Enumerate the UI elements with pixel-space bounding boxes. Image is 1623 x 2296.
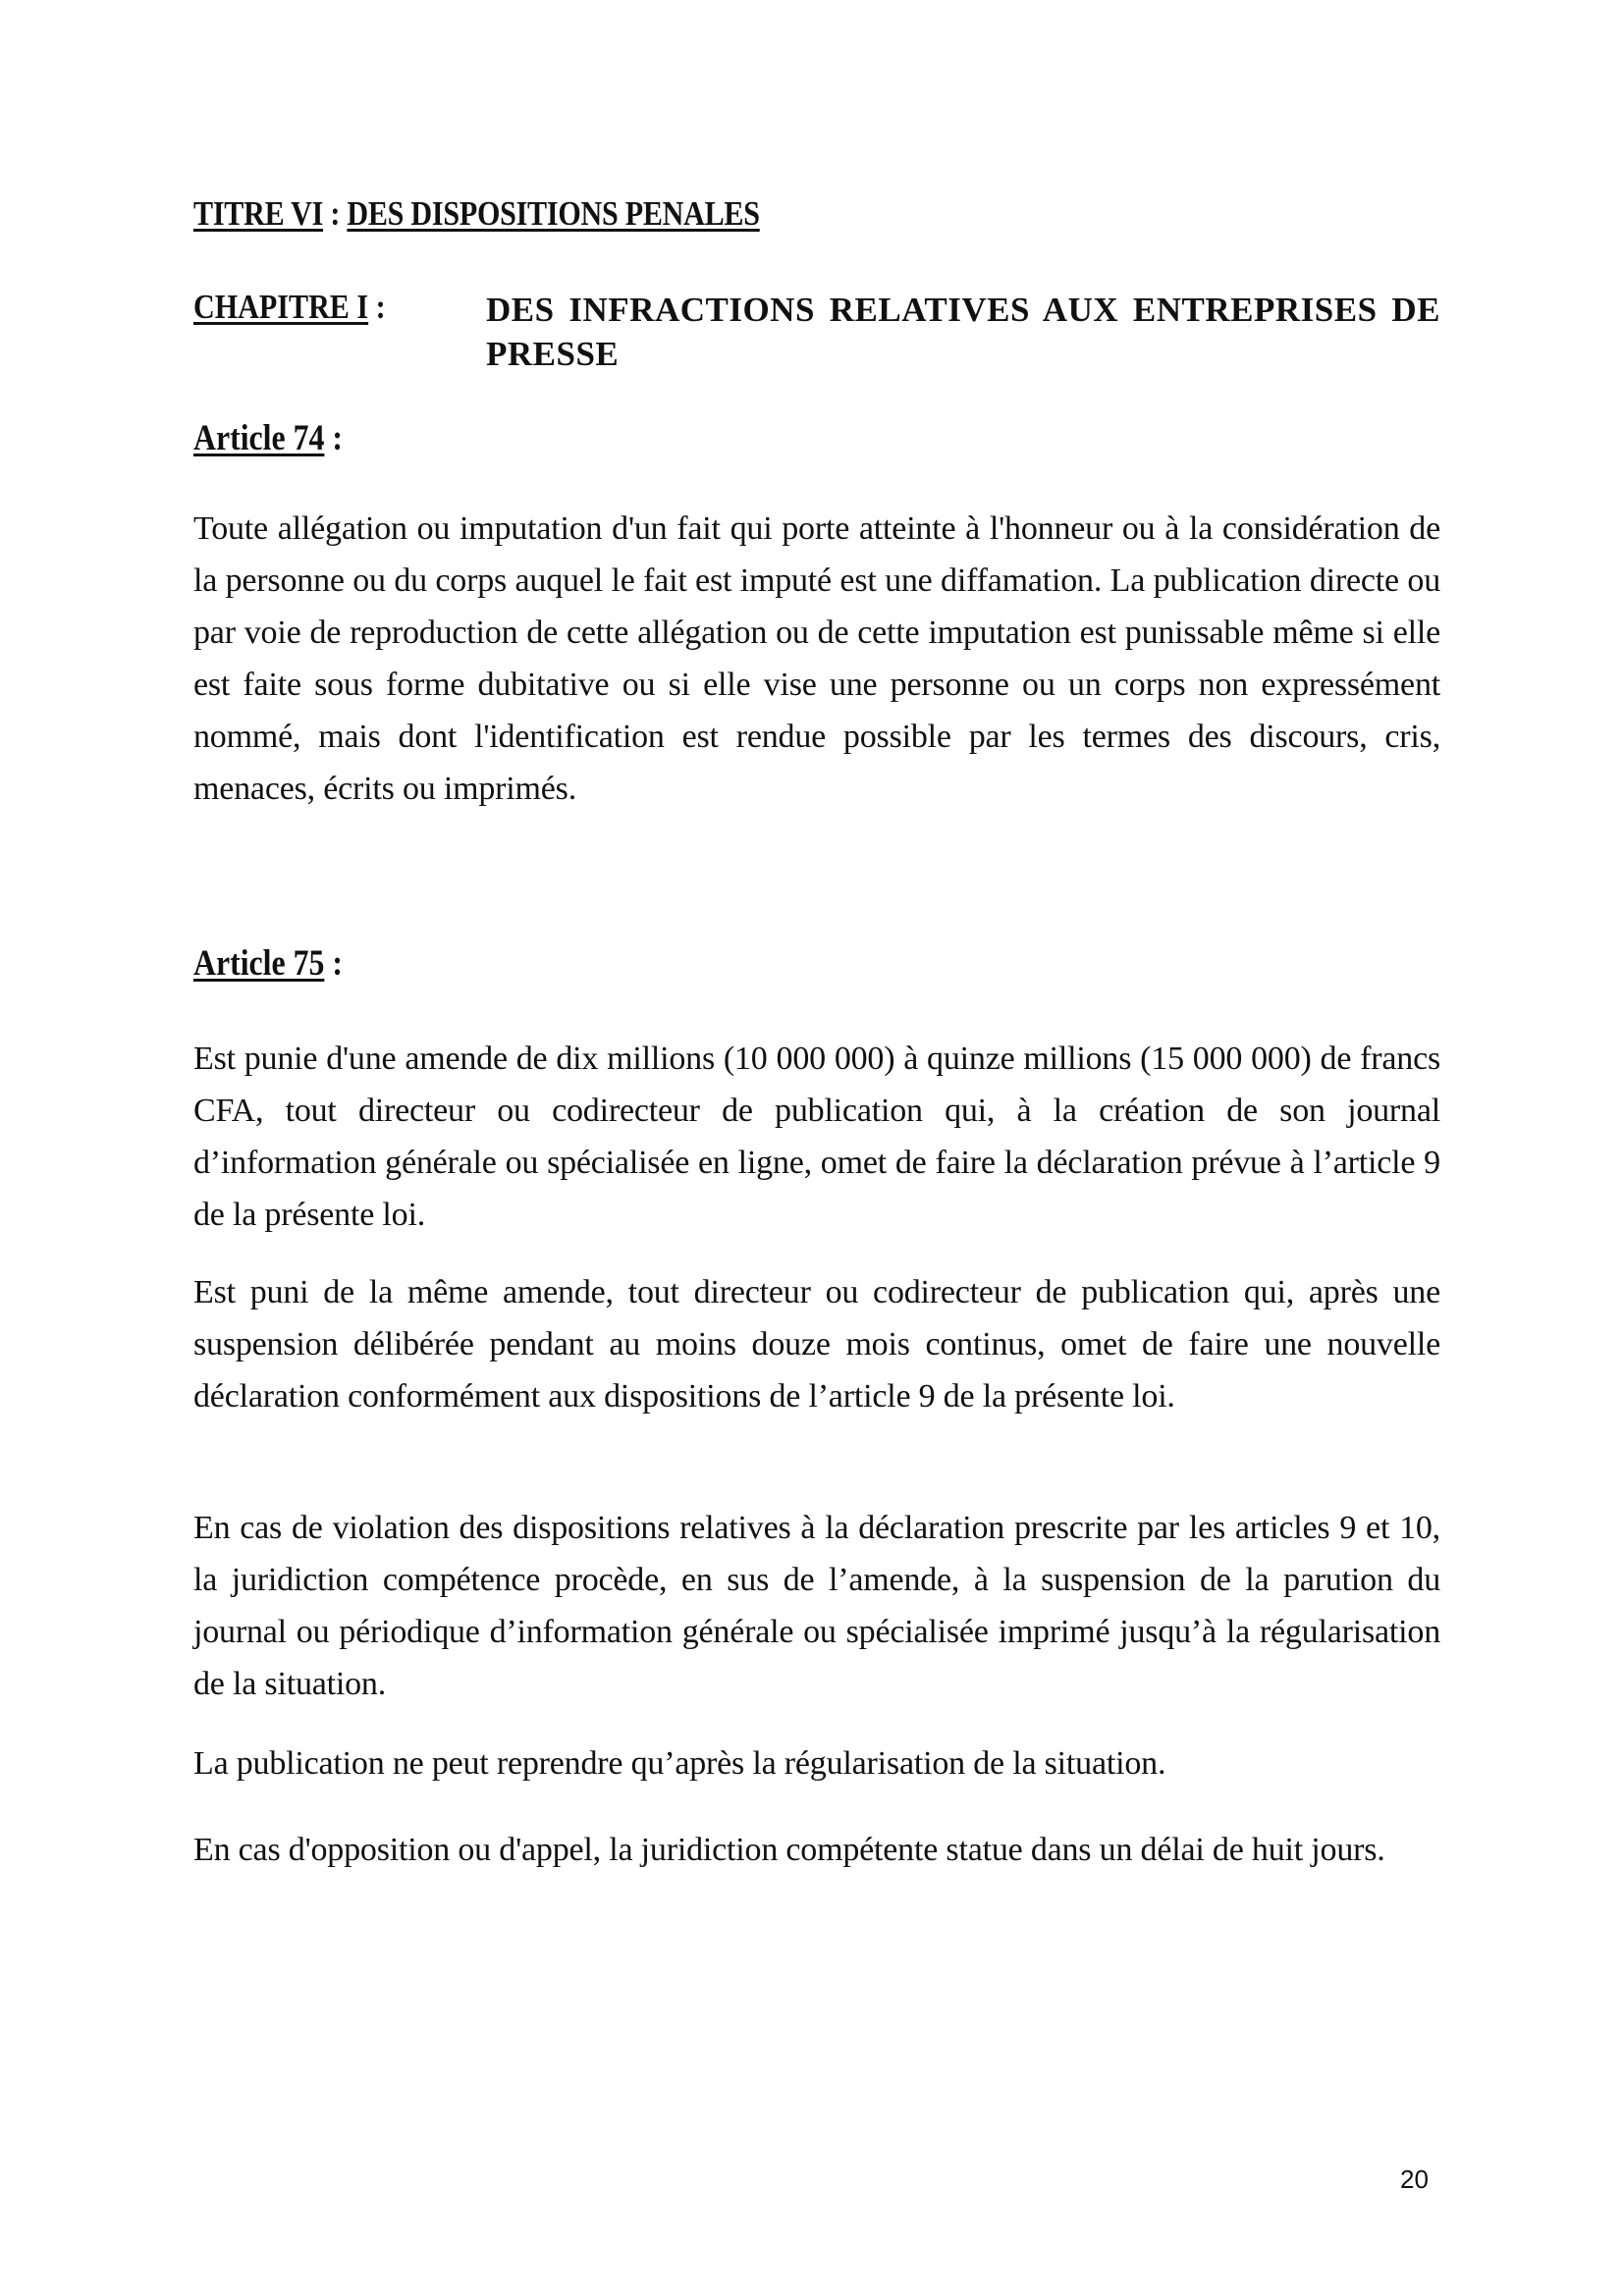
titre-text: DES DISPOSITIONS PENALES (347, 194, 760, 233)
titre-heading (193, 194, 760, 234)
article-number: Article 74 (193, 418, 325, 458)
chapitre-title: DES INFRACTIONS RELATIVES AUX ENTREPRISES DE PRESSE (486, 291, 1440, 373)
article-paragraph: En cas de violation des dispositions relatives à la déclaration prescrite par les articles 9 et 10, la juridiction compétence procède, en sus de l’amende, à la suspension de la parution du journal ou périodique d’information générale ou spécialisée imprimé jusqu’à la régularisation de la situation. (193, 1510, 1440, 1702)
article-separator: : (324, 943, 343, 984)
article-separator: : (324, 418, 343, 458)
chapitre-label: CHAPITRE I (193, 288, 369, 326)
article-paragraph: En cas d'opposition ou d'appel, la juridiction compétente statue dans un délai de huit jours. (193, 1832, 1385, 1868)
article-paragraph: Est puni de la même amende, tout directeur ou codirecteur de publication qui, après une suspension délibérée pendant au moins douze mois continus, omet de faire une nouvelle déclaration conformément aux dispositions de l’article 9 de la présente loi. (193, 1274, 1440, 1415)
page-number: 20 (1400, 2164, 1429, 2194)
article-heading (193, 942, 343, 985)
article-heading (193, 417, 343, 459)
chapitre-label-wrap (193, 288, 386, 327)
article-paragraph: Est punie d'une amende de dix millions (10 000 000) à quinze millions (15 000 000) de francs CFA, tout directeur ou codirecteur de publication qui, à la création de son journal d’information générale ou spécialisée en ligne, omet de faire la déclaration prévue à l’article 9 de la présente loi. (193, 1041, 1440, 1233)
titre-separator: : (323, 194, 348, 233)
article-paragraph: Toute allégation ou imputation d'un fait qui porte atteinte à l'honneur ou à la considération de la personne ou du corps auquel le fait est imputé est une diffamation. La publication directe ou par voie de reproduction de cette allégation ou de cette imputation est punissable même si elle est faite sous forme dubitative ou si elle vise une personne ou un corps non expressément nommé, mais dont l'identification est rendue possible par les termes des discours, cris, menaces, écrits ou imprimés. (193, 510, 1440, 807)
article-number: Article 75 (193, 943, 325, 984)
article-paragraph: La publication ne peut reprendre qu’après la régularisation de la situation. (193, 1745, 1166, 1782)
chapitre-separator: : (368, 288, 386, 326)
titre-label: TITRE VI (193, 194, 324, 233)
